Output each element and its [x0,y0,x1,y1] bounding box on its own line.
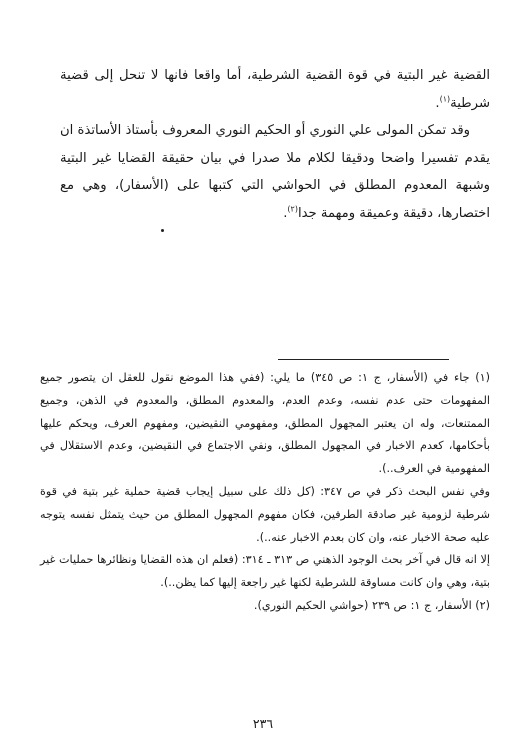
footnote-ref-2: (٢) [287,204,298,214]
footnote-1-cont-b: إلا انه قال في آخر بحث الوجود الذهني ص ٣١٣ ـ ٣١٤: (فعلم ان هذه القضايا ونظائرها حمليات غير بتية، وهي وان كانت مساوقة للشرطية لكنها غير راجعة إليها كما يظن..). [40,553,490,590]
paragraph-1-end: . [435,95,440,111]
footnote-1-cont-a: وفي نفس البحث ذكر في ص ٣٤٧: (كل ذلك على سبيل إيجاب قضية حملية غير بتية في قوة شرطية لزومية غير صادقة الطرفين، فكان مفهوم المجهول المطلق من حيث يتمثل نفسه يتوجه عليه صحة الاخبار عنه، وان كان بعدم الاخبار عنه..). [40,484,490,544]
footnote-1: (١) جاء في (الأسفار، ج ١: ص ٣٤٥) ما يلي: (ففي هذا الموضع نقول للعقل ان يتصور جميع المفهومات حتى عدم نفسه، وعدم العدم، والمعدوم المطلق، والمعدوم في الذهن، وجميع الممتنعات، وله ان يعتبر المجهول المطلق، ومفهومي النقيضين، ومفهوم العرف، ويحكم عليها بأحكامها، كعدم الاخبار في المجهول المطلق، ونفي الاجتماع في النقيضين، وعدم الاستقلال في المفهومية في العرف..). [40,371,490,476]
page-number: ٢٣٦ [252,716,274,731]
ink-speck [161,229,164,232]
footnote-separator [278,359,449,360]
main-text [60,62,490,227]
footnote-ref-1: (١) [439,94,451,104]
paragraph-1-text: القضية غير البتية في قوة القضية الشرطية، أما واقعا فانها لا تنحل إلى قضية شرطية [60,68,490,111]
paragraph-1 [60,62,490,117]
footnote-2: (٢) الأسفار، ج ١: ص ٢٣٩ (حواشي الحكيم النوري). [253,598,490,612]
paragraph-2-text: وقد تمكن المولى علي النوري أو الحكيم النوري المعروف بأستاذ الأساتذة ان يقدم تفسيرا واضحا ودقيقا لكلام ملا صدرا في بيان حقيقة القضايا غير البتية وشبهة المعدوم المطلق في الحواشي التي كتبها على (الأسفار)، وهي مع اختصارها، دقيقة وعميقة ومهمة جدا [60,123,490,221]
paragraph-2-end: . [283,205,288,221]
paragraph-2 [60,117,490,227]
footnotes [40,367,490,618]
